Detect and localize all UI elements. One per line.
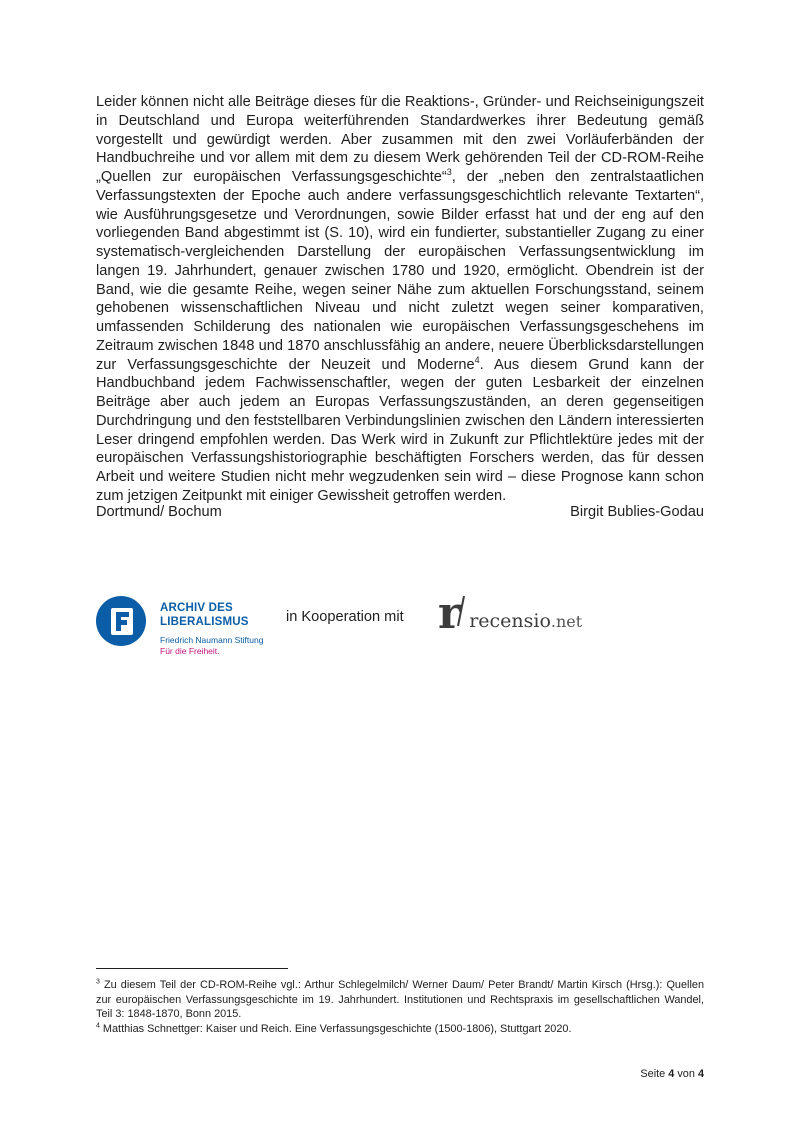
archiv-des-liberalismus-logo[interactable]: [96, 592, 263, 656]
footnotes: [96, 978, 704, 1036]
page-number-middle: von: [674, 1068, 698, 1080]
footnote-3-text: Zu diesem Teil der CD-ROM-Reihe vgl.: Arthur Schlegelmilch/ Werner Daum/ Peter Brandt/ Martin Kirsch (Hrsg.): Quellen zur europäischen Verfassungsgeschichte im 19. Jahrhundert. Institutionen und Rechtspraxis im gesellschaftlichen Wandel, Teil 3: 1848-1870, Bonn 2015.: [96, 979, 704, 1021]
footnote-4-number: 4: [96, 1022, 100, 1030]
fnf-text-block: [160, 592, 263, 656]
fnf-f-icon: [96, 596, 146, 646]
page-number-prefix: Seite: [640, 1068, 669, 1080]
recensio-r-mark: r: [438, 588, 460, 639]
footnote-3: [96, 978, 704, 1022]
recensio-net-logo[interactable]: [438, 588, 583, 639]
recensio-name: recensio: [469, 610, 551, 632]
fnf-f-glyph: [96, 596, 146, 646]
body-text-part-3: . Aus diesem Grund kann der Handbuchband jedem Fachwissenschaftler, wegen der guten Lesbarkeit der einzelnen Beiträge aber auch jedem an Europas Verfassungszuständen, an deren gegenseitigen Durchdringung und den feststellbaren Verbindungslinien zwischen den Ländern interessierten Leser dringend empfohlen werden. Das Werk wird in Zukunft zur Pflichtlektüre jedes mit der europäischen Verfassungshistoriographie beschäftigten Forschers werden, das für dessen Arbeit und weitere Studien nicht mehr wegzudenken sein wird – diese Prognose kann schon zum jetzigen Zeitpunkt mit einiger Gewissheit getroffen werden.: [96, 356, 704, 504]
footnote-ref-4[interactable]: 4: [474, 354, 480, 365]
signature-place: Dortmund/ Bochum: [96, 504, 222, 520]
page-number-total: 4: [697, 1068, 704, 1080]
footnote-4-text: Matthias Schnettger: Kaiser und Reich. Eine Verfassungsgeschichte (1500-1806), Stuttgart 2020.: [99, 1022, 572, 1035]
footnote-separator: [96, 968, 288, 969]
body-text-part-2: , der „neben den zentralstaatlichen Verfassungstexten der Epoche auch andere verfassungsgeschichtlich relevante Textarten“, wie Ausführungsgesetze und Verordnungen, sowie Bilder erfasst hat und der eng auf den vorliegenden Band abgestimmt ist (S. 10), wird ein fundierter, substantieller Zugang zu einer systematisch-vergleichenden Darstellung der europäischen Verfassungsentwicklung im langen 19. Jahrhundert, genauer zwischen 1780 und 1920, ermöglicht. Obendrein ist der Band, wie die gesamte Reihe, wegen seiner Nähe zum aktuellen Forschungsstand, seinem gehobenen wissenschaftlichen Niveau und nicht zuletzt wegen seiner komparativen, umfassenden Schilderung des nationalen wie europäischen Verfassungsgeschehens im Zeitraum zwischen 1848 und 1870 anschlussfähig an andere, neuere Überblicksdarstellungen zur Verfassungsgeschichte der Neuzeit und Moderne: [96, 169, 704, 373]
footnote-4: [96, 1022, 704, 1037]
recensio-tld: .net: [550, 612, 583, 631]
recensio-wordmark: [469, 610, 582, 632]
cooperation-text: in Kooperation mit: [286, 609, 404, 625]
logo-row: [96, 588, 704, 662]
footnote-3-number: 3: [96, 978, 100, 986]
fnf-title-line2: LIBERALISMUS: [160, 615, 249, 628]
page-number-current: 4: [668, 1068, 675, 1080]
body-text-part-1: Leider können nicht alle Beiträge dieses für die Reaktions-, Gründer- und Reichseinigungszeit in Deutschland und Europa weiterführenden Standardwerkes ihrer Bedeutung gemäß vorgestellt und gewürdigt werden. Aber zusammen mit den zwei Vorläuferbänden der Handbuchreihe und vor allem mit dem zu diesem Werk gehörenden Teil der CD-ROM-Reihe „Quellen zur europäischen Verfassungsgeschichte“: [96, 94, 704, 185]
signature-row: [96, 503, 704, 521]
page-number: [640, 1068, 704, 1080]
body-paragraph: [96, 93, 704, 506]
fnf-title-line1: ARCHIV DES: [160, 602, 233, 614]
recensio-slash-icon: [457, 596, 465, 626]
fnf-subtitle: Friedrich Naumann Stiftung: [160, 635, 264, 645]
signature-author: Birgit Bublies-Godau: [570, 504, 704, 520]
footnote-ref-3[interactable]: 3: [446, 167, 452, 178]
fnf-slogan: Für die Freiheit.: [160, 645, 220, 656]
